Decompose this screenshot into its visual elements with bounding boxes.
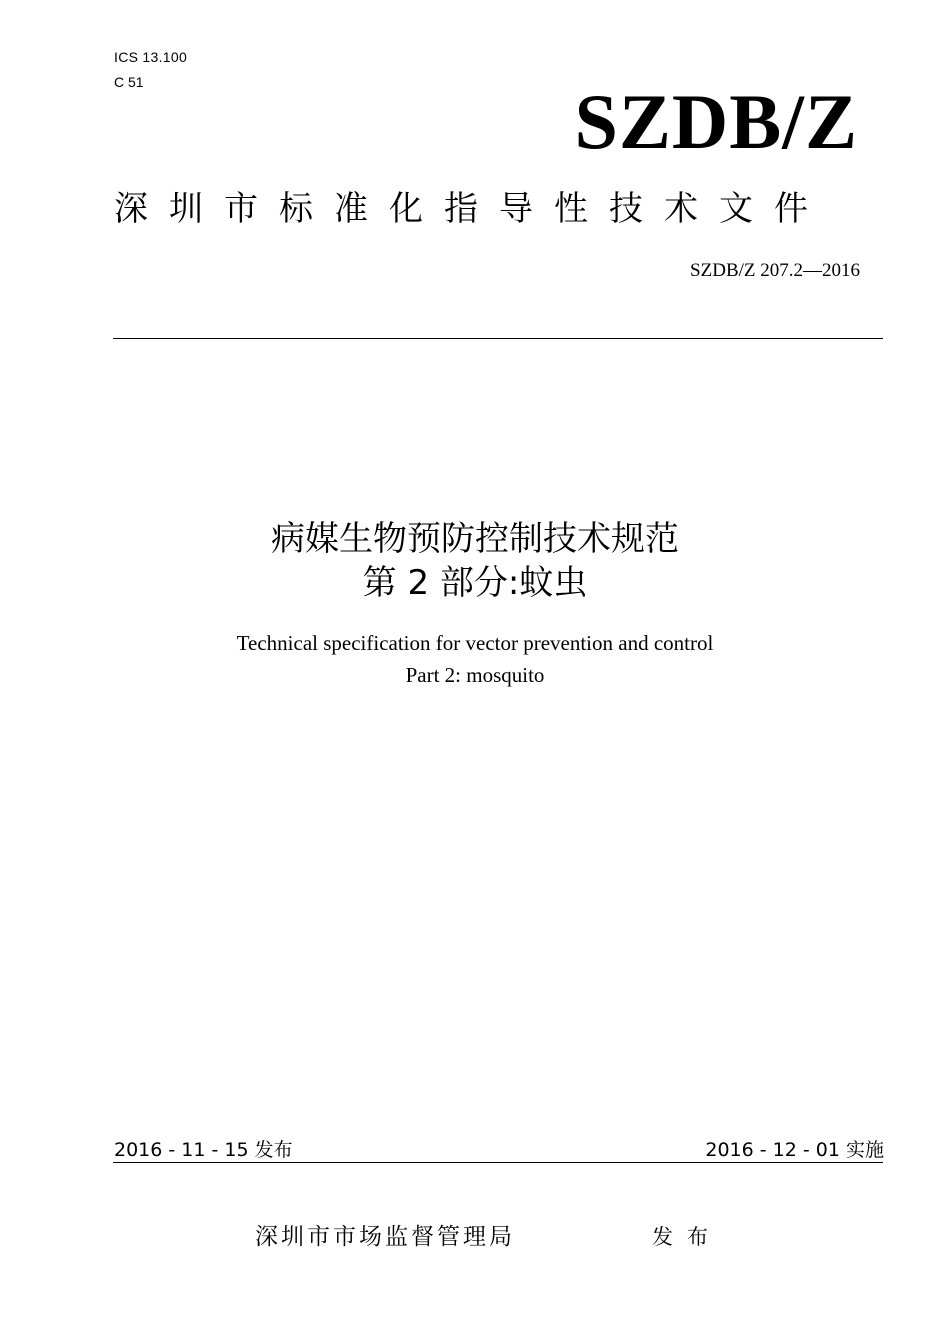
- publish-label: 发布: [652, 1225, 722, 1249]
- document-type: 深圳市标准化指导性技术文件: [114, 189, 829, 229]
- document-number: SZDB/Z 207.2—2016: [690, 260, 860, 281]
- standard-logo: SZDB/Z: [574, 78, 858, 165]
- header-divider: [113, 338, 883, 339]
- title-english-line-2: Part 2: mosquito: [405, 663, 545, 687]
- ics-code: ICS 13.100: [114, 49, 188, 65]
- publisher-name: 深圳市市场监督管理局: [255, 1224, 515, 1250]
- implementation-date: 2016 - 12 - 01 实施: [705, 1139, 884, 1161]
- issue-date: 2016 - 11 - 15 发布: [114, 1139, 293, 1161]
- title-chinese-line-1: 病媒生物预防控制技术规范: [271, 519, 679, 559]
- ccs-code: C 51: [114, 74, 144, 90]
- footer-divider: [113, 1162, 883, 1163]
- title-chinese-line-2: 第 2 部分:蚊虫: [362, 563, 588, 603]
- title-english-line-1: Technical specification for vector prevention and control: [236, 631, 714, 655]
